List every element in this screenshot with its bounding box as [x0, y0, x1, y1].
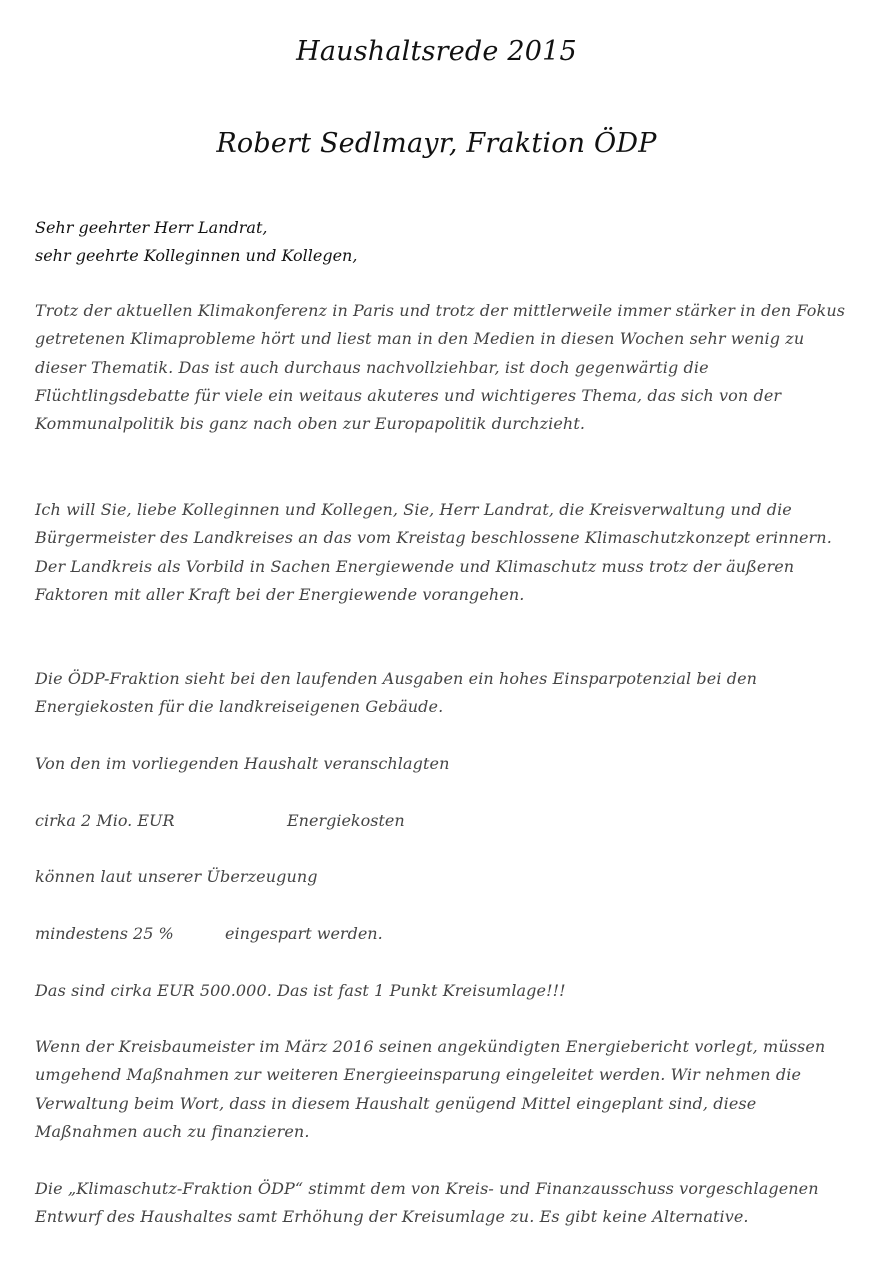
document-title: Haushaltsrede 2015	[296, 36, 577, 67]
document-subtitle: Robert Sedlmayr, Fraktion ÖDP	[216, 128, 657, 159]
paragraph-9: Wenn der Kreisbaumeister im März 2016 seinen angekündigten Energiebericht vorlegt, müssen umgehend Maßnahmen zur weiteren Energieeinsparung eingeleitet werden. Wir nehmen die Verwaltung beim Wort, dass in diesem Haushalt genügend Mittel eingeplant sind, diese Maßnahmen auch zu finanzieren.	[35, 1037, 826, 1141]
paragraph-3: Die ÖDP-Fraktion sieht bei den laufenden Ausgaben ein hohes Einsparpotenzial bei den Energiekosten für die landkreiseigenen Gebäude.	[35, 669, 758, 717]
paragraph-10: Die „Klimaschutz-Fraktion ÖDP“ stimmt dem von Kreis- und Finanzausschuss vorgeschlagenen Entwurf des Haushaltes samt Erhöhung der Kreisumlage zu. Es gibt keine Alternative.	[35, 1179, 819, 1227]
energy-cost-line	[35, 807, 405, 835]
paragraph-6: können laut unserer Überzeugung	[35, 867, 318, 886]
salutation-line-2: sehr geehrte Kolleginnen und Kollegen,	[35, 246, 358, 265]
savings-line	[35, 920, 383, 948]
savings-label: eingespart werden.	[225, 924, 383, 943]
paragraph-8: Das sind cirka EUR 500.000. Das ist fast 1 Punkt Kreisumlage!!!	[35, 981, 566, 1000]
paragraph-2: Ich will Sie, liebe Kolleginnen und Kollegen, Sie, Herr Landrat, die Kreisverwaltung und die Bürgermeister des Landkreises an das vom Kreistag beschlossene Klimaschutzkonzept erinnern. Der Landkreis als Vorbild in Sachen Energiewende und Klimaschutz muss trotz der äußeren Faktoren mit aller Kraft bei der Energiewende vorangehen.	[35, 500, 832, 604]
energy-cost-label: Energiekosten	[287, 811, 405, 830]
energy-cost-amount: cirka 2 Mio. EUR	[35, 811, 175, 830]
paragraph-4: Von den im vorliegenden Haushalt veranschlagten	[35, 754, 450, 773]
paragraph-1: Trotz der aktuellen Klimakonferenz in Paris und trotz der mittlerweile immer stärker in den Fokus getretenen Klimaprobleme hört und liest man in den Medien in diesen Wochen sehr wenig zu dieser Thematik. Das ist auch durchaus nachvollziehbar, ist doch gegenwärtig die Flüchtlingsdebatte für viele ein weitaus akuteres und wichtigeres Thema, das sich von der Kommunalpolitik bis ganz nach oben zur Europapolitik durchzieht.	[35, 301, 846, 434]
savings-amount: mindestens 25 %	[35, 924, 174, 943]
salutation-line-1: Sehr geehrter Herr Landrat,	[35, 218, 268, 237]
